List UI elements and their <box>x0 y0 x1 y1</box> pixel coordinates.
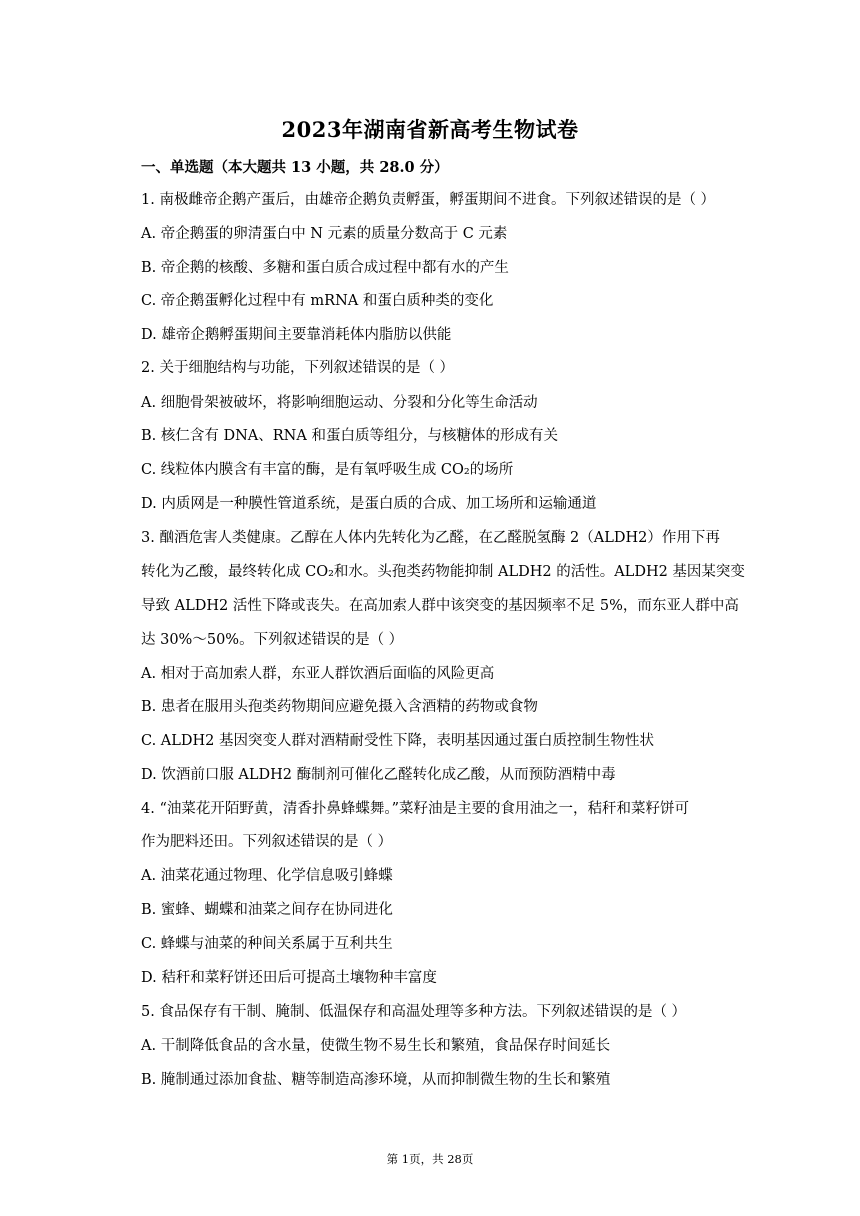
option-line: A. 相对于高加索人群，东亚人群饮酒后面临的风险更高 <box>141 666 495 682</box>
option-line: B. 腌制通过添加食盐、糖等制造高渗环境，从而抑制微生物的生长和繁殖 <box>141 1072 611 1088</box>
question-line: 达 30%～50%。下列叙述错误的是（ ） <box>141 632 404 648</box>
option-line: D. 饮酒前口服 ALDH2 酶制剂可催化乙醛转化成乙酸，从而预防酒精中毒 <box>141 767 616 783</box>
question-line: 2. 关于细胞结构与功能，下列叙述错误的是（ ） <box>141 360 455 376</box>
question-line: 导致 ALDH2 活性下降或丧失。在高加索人群中该突变的基因频率不足 5%，而东亚人群中高 <box>141 598 739 614</box>
section-heading: 一、单选题（本大题共 13 小题，共 28.0 分） <box>141 159 449 176</box>
question-line: 4. “油菜花开陌野黄，清香扑鼻蜂蝶舞。”菜籽油是主要的食用油之一，秸秆和菜籽饼可 <box>141 801 690 817</box>
question-line: 作为肥料还田。下列叙述错误的是（ ） <box>141 834 393 850</box>
option-line: C. 蜂蝶与油菜的种间关系属于互利共生 <box>141 936 393 952</box>
question-line: 5. 食品保存有干制、腌制、低温保存和高温处理等多种方法。下列叙述错误的是（ ） <box>141 1004 687 1020</box>
option-line: A. 帝企鹅蛋的卵清蛋白中 N 元素的质量分数高于 C 元素 <box>141 226 508 242</box>
option-line: B. 蜜蜂、蝴蝶和油菜之间存在协同进化 <box>141 902 393 918</box>
option-line: C. ALDH2 基因突变人群对酒精耐受性下降，表明基因通过蛋白质控制生物性状 <box>141 733 654 749</box>
option-line: B. 帝企鹅的核酸、多糖和蛋白质合成过程中都有水的产生 <box>141 260 509 276</box>
question-line: 1. 南极雌帝企鹅产蛋后，由雄帝企鹅负责孵蛋，孵蛋期间不进食。下列叙述错误的是（ ） <box>141 192 716 208</box>
option-line: A. 油菜花通过物理、化学信息吸引蜂蝶 <box>141 868 393 884</box>
option-line: B. 患者在服用头孢类药物期间应避免摄入含酒精的药物或食物 <box>141 699 538 715</box>
option-line: C. 线粒体内膜含有丰富的酶，是有氧呼吸生成 CO₂的场所 <box>141 462 514 478</box>
page-footer: 第 1页，共 28页 <box>386 1152 474 1166</box>
option-line: A. 细胞骨架被破坏，将影响细胞运动、分裂和分化等生命活动 <box>141 395 538 411</box>
page-title: 2023年湖南省新高考生物试卷 <box>281 117 579 142</box>
option-line: D. 雄帝企鹅孵蛋期间主要靠消耗体内脂肪以供能 <box>141 327 452 343</box>
option-line: B. 核仁含有 DNA、RNA 和蛋白质等组分，与核糖体的形成有关 <box>141 428 558 444</box>
question-line: 3. 酗酒危害人类健康。乙醇在人体内先转化为乙醛，在乙醛脱氢酶 2（ALDH2）作用下再 <box>141 530 720 546</box>
option-line: D. 秸秆和菜籽饼还田后可提高土壤物种丰富度 <box>141 970 437 986</box>
option-line: A. 干制降低食品的含水量，使微生物不易生长和繁殖，食品保存时间延长 <box>141 1038 611 1054</box>
option-line: D. 内质网是一种膜性管道系统，是蛋白质的合成、加工场所和运输通道 <box>141 496 597 512</box>
question-line: 转化为乙酸，最终转化成 CO₂和水。头孢类药物能抑制 ALDH2 的活性。ALDH2 基因某突变 <box>141 564 745 580</box>
option-line: C. 帝企鹅蛋孵化过程中有 mRNA 和蛋白质种类的变化 <box>141 293 494 309</box>
